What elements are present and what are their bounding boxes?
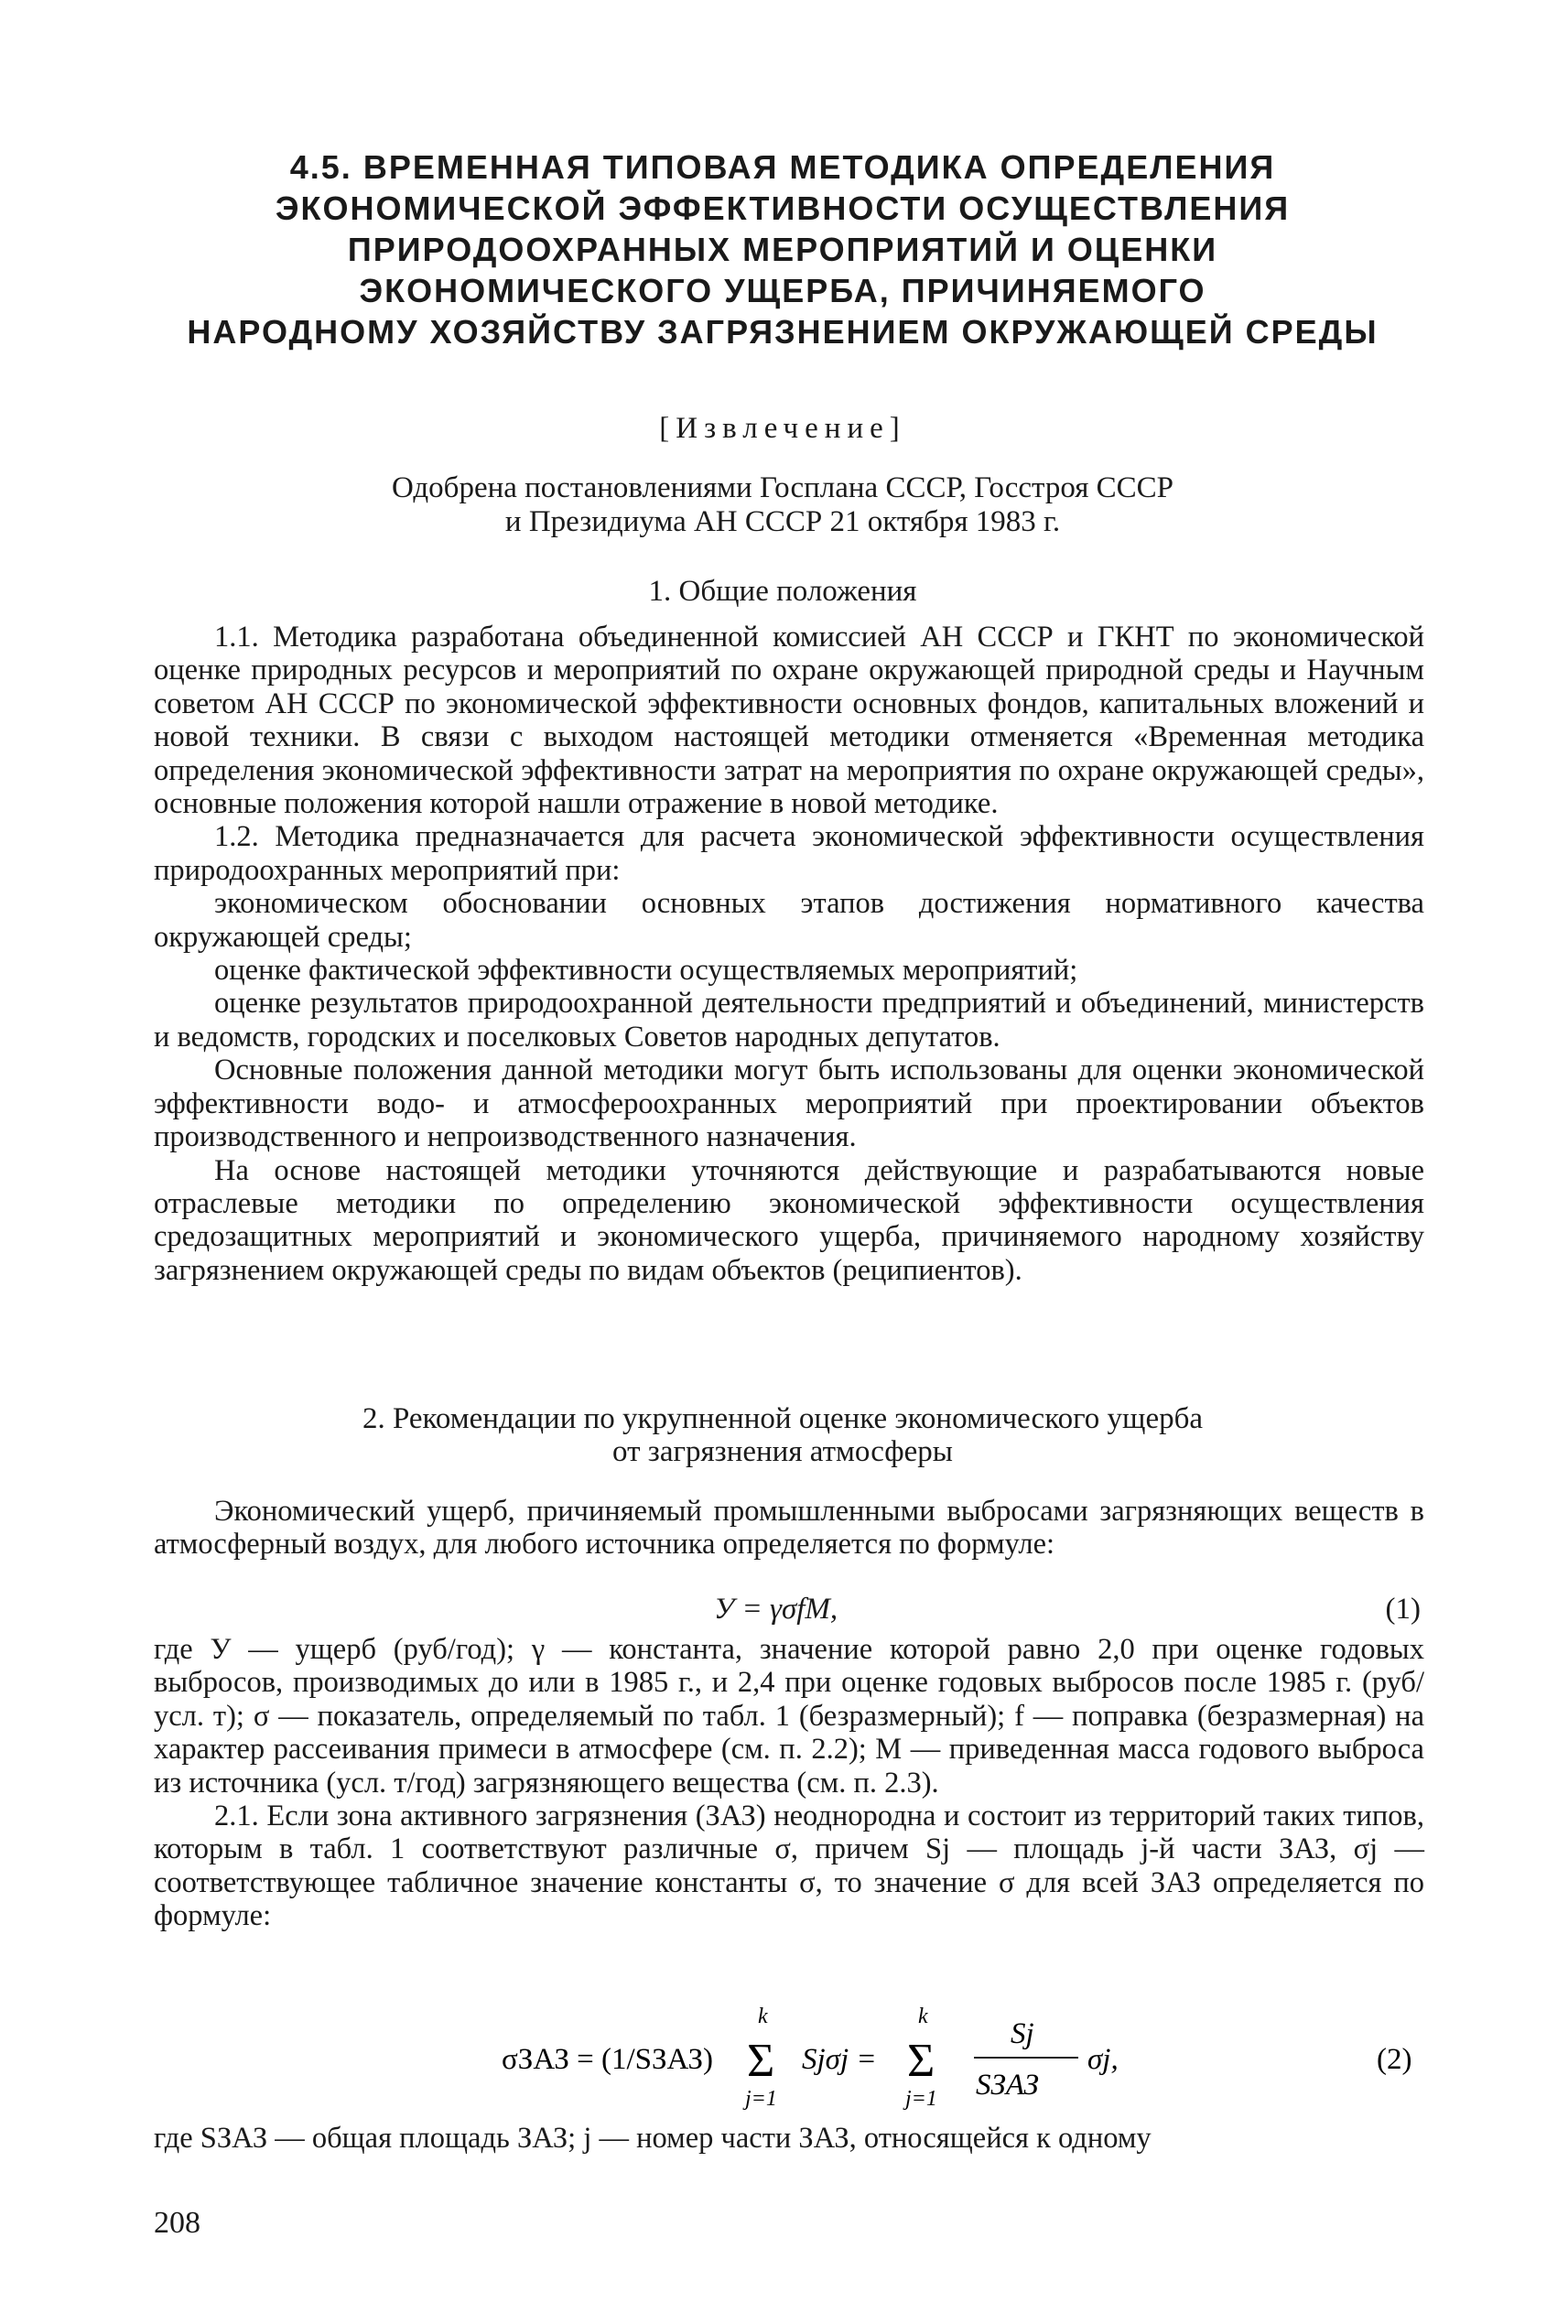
- sum-2-symbol: Σ: [907, 2035, 935, 2087]
- paragraph: 1.1. Методика разработана объединенной комиссией АН СССР и ГКНТ по экономической оценке природных ресурсов и мероприятий по охране окружающей природной среды и Научным советом АН СССР по экономической эффективности основных фондов, капитальных вложений и новой техники. В связи с выходом настоящей методики отменяется «Временная методика определения экономической эффективности затрат на мероприятия по охране окружающей среды», основные положения которой нашли отражение в новой методике.: [154, 621, 1424, 821]
- heading-line: ПРИРОДООХРАННЫХ МЕРОПРИЯТИЙ И ОЦЕНКИ: [347, 231, 1218, 268]
- approval-note: [137, 471, 1428, 539]
- paragraph: где SЗАЗ — общая площадь ЗАЗ; j — номер части ЗАЗ, относящейся к одному: [154, 2122, 1152, 2155]
- sum-1-lower: j=1: [745, 2087, 777, 2111]
- approval-line-2: и Президиума АН СССР 21 октября 1983 г.: [504, 505, 1061, 538]
- section-2-body: [154, 1633, 1424, 1933]
- extract-label: [Извлечение]: [659, 412, 906, 445]
- section-1-body: [154, 621, 1424, 1287]
- page-number: 208: [154, 2206, 200, 2240]
- sum-1-symbol: Σ: [747, 2035, 775, 2087]
- section-1-title: 1. Общие положения: [648, 575, 917, 608]
- section-2-title-line-1: 2. Рекомендации по укрупненной оценке экономического ущерба: [362, 1402, 1204, 1435]
- section-2-where: [154, 2122, 1424, 2155]
- heading-line: ЭКОНОМИЧЕСКОГО УЩЕРБА, ПРИЧИНЯЕМОГО: [359, 272, 1206, 309]
- formula-2: [154, 1986, 1424, 2114]
- paragraph: 1.2. Методика предназначается для расчета экономической эффективности осуществления природоохранных мероприятий при:: [154, 820, 1424, 887]
- formula-1: [154, 1593, 1424, 1629]
- heading-line: НАРОДНОМУ ХОЗЯЙСТВУ ЗАГРЯЗНЕНИЕМ ОКРУЖАЮЩЕЙ СРЕДЫ: [187, 313, 1379, 351]
- section-2-intro: [154, 1495, 1424, 1562]
- formula-1-number: (1): [1385, 1593, 1421, 1626]
- formula-2-graphic: [154, 1986, 1424, 2114]
- paragraph: экономическом обосновании основных этапов достижения нормативного качества окружающей среды;: [154, 887, 1424, 954]
- paragraph: Экономический ущерб, причиняемый промышленными выбросами загрязняющих веществ в атмосферный воздух, для любого источника определяется по формуле:: [154, 1495, 1424, 1562]
- fraction-denominator: SЗАЗ: [976, 2069, 1039, 2102]
- heading-line: 4.5. ВРЕМЕННАЯ ТИПОВАЯ МЕТОДИКА ОПРЕДЕЛЕНИЯ: [289, 148, 1276, 186]
- heading-line: ЭКОНОМИЧЕСКОЙ ЭФФЕКТИВНОСТИ ОСУЩЕСТВЛЕНИЯ: [275, 189, 1291, 227]
- paragraph: где У — ущерб (руб/год); γ — константа, значение которой равно 2,0 при оценке годовых выбросов, производимых до или в 1985 г., и 2,4 при оценке годовых выбросов после 1985 г. (руб/усл. т); σ — показатель, определяемый по табл. 1 (безразмерный); f — поправка (безразмерная) на характер рассеивания примеси в атмосфере (см. п. 2.2); M — приведенная масса годового выброса из источника (усл. т/год) загрязняющего вещества (см. п. 2.3).: [154, 1633, 1424, 1800]
- formula-2-lhs: σЗАЗ = (1/SЗАЗ): [502, 2043, 714, 2076]
- paragraph: оценке результатов природоохранной деятельности предприятий и объединений, министерств и ведомств, городских и поселковых Советов народных депутатов.: [154, 987, 1424, 1054]
- sum-1-upper: k: [758, 2005, 768, 2028]
- paragraph: 2.1. Если зона активного загрязнения (ЗАЗ) неоднородна и состоит из территорий таких типов, которым в табл. 1 соответствуют различные σ, причем Sj — площадь j-й части ЗАЗ, σj — соответствующее табличное значение константы σ, то значение σ для всей ЗАЗ определяется по формуле:: [154, 1800, 1424, 1933]
- paragraph: На основе настоящей методики уточняются действующие и разрабатываются новые отраслевые методики по определению экономической эффективности осуществления средозащитных мероприятий и экономического ущерба, причиняемого народному хозяйству загрязнением окружающей среды по видам объектов (реципиентов).: [154, 1153, 1424, 1287]
- document-heading: [137, 146, 1428, 352]
- sum-2-upper: k: [918, 2005, 928, 2028]
- fraction-numerator: Sj: [1011, 2017, 1034, 2050]
- section-2-title-line-2: от загрязнения атмосферы: [612, 1435, 953, 1468]
- section-2-title: [137, 1402, 1428, 1468]
- formula-1-expression: У = γσfM,: [714, 1593, 838, 1626]
- formula-2-number: (2): [1377, 2043, 1412, 2076]
- approval-line-1: Одобрена постановлениями Госплана СССР, Госстроя СССР: [391, 471, 1174, 504]
- formula-2-term-2: σj,: [1087, 2043, 1119, 2076]
- paragraph: оценке фактической эффективности осуществляемых мероприятий;: [214, 954, 1078, 988]
- sum-2-lower: j=1: [905, 2087, 937, 2111]
- paragraph: Основные положения данной методики могут быть использованы для оценки экономической эффективности водо- и атмосфероохранных мероприятий при проектировании объектов производственного и непроизводственного назначения.: [154, 1054, 1424, 1154]
- formula-2-term-1: Sjσj =: [802, 2043, 877, 2076]
